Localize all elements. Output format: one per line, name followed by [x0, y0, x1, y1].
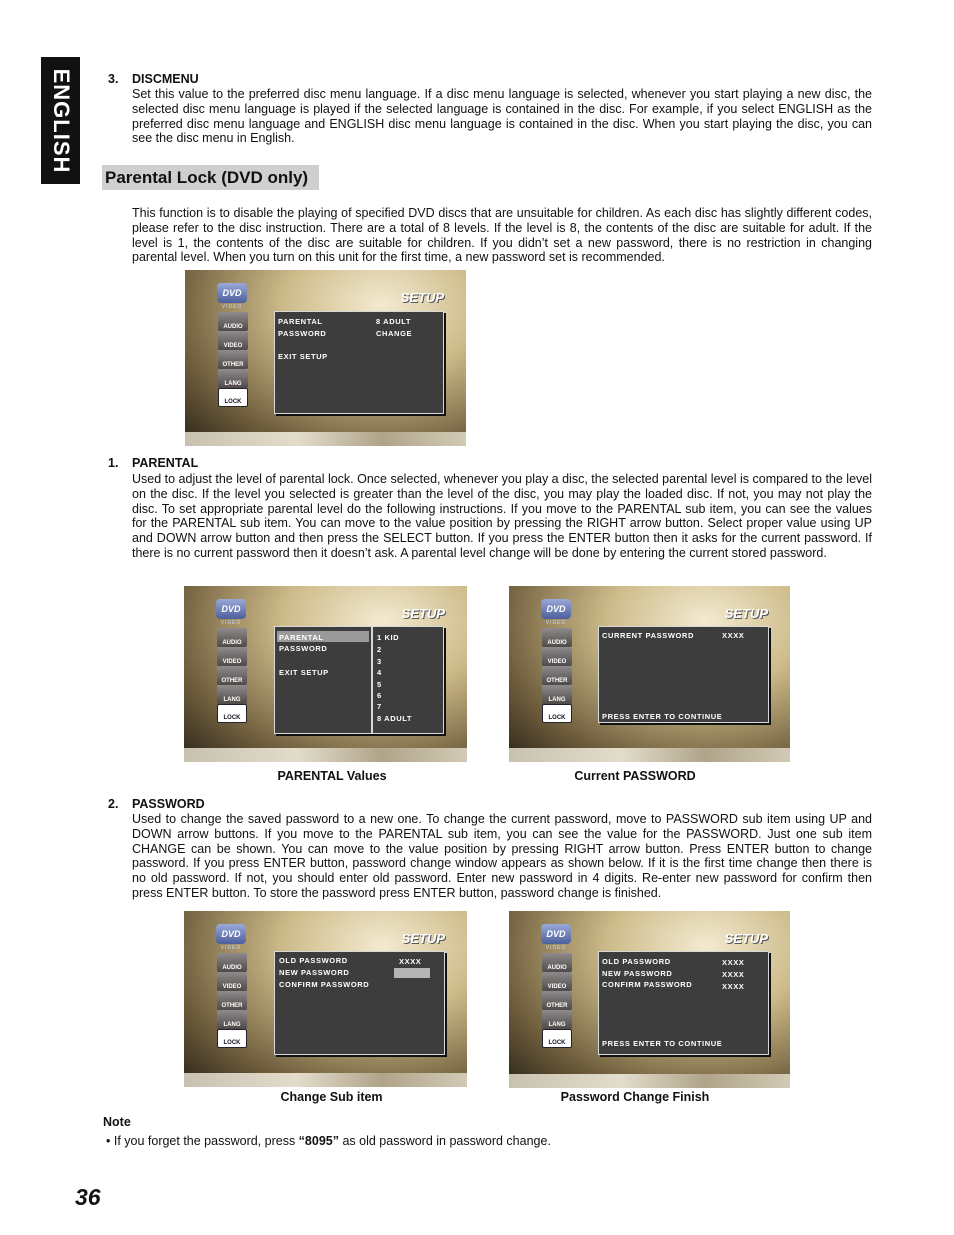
- setup-icon-column: [542, 628, 572, 723]
- dvd-logo: DVD: [216, 599, 246, 619]
- value-8: 8 ADULT: [377, 714, 413, 723]
- dvd-logo-sub: VIDEO: [220, 945, 242, 951]
- lang-icon: LANG: [542, 1010, 572, 1029]
- lang-icon: LANG: [217, 1010, 247, 1029]
- lang-icon: LANG: [217, 685, 247, 704]
- note-text: • If you forget the password, press “8095” as old password in password change.: [106, 1134, 551, 1148]
- setup-title: SETUP: [401, 931, 445, 946]
- audio-icon: AUDIO: [218, 312, 248, 331]
- audio-icon: AUDIO: [542, 628, 572, 647]
- setup-title: SETUP: [724, 606, 768, 621]
- setup-icon-column: [217, 953, 247, 1048]
- video-icon: VIDEO: [217, 647, 247, 666]
- setup-title: SETUP: [724, 931, 768, 946]
- password-value: CHANGE: [376, 329, 413, 338]
- reset-code: “8095”: [298, 1134, 339, 1148]
- lock-icon: LOCK: [217, 1029, 247, 1048]
- setup-title: SETUP: [400, 290, 444, 305]
- discmenu-number: 3.: [108, 72, 119, 86]
- password-label: PASSWORD: [278, 329, 327, 338]
- setup-icon-column: [542, 953, 572, 1048]
- lang-icon: LANG: [218, 369, 248, 388]
- current-password-caption: Current PASSWORD: [574, 769, 696, 783]
- value-2: 2: [377, 645, 382, 654]
- password-label: PASSWORD: [279, 644, 328, 653]
- password-panel: [274, 951, 445, 1055]
- lock-icon: LOCK: [542, 1029, 572, 1048]
- intro-text: This function is to disable the playing of specified DVD discs that are unsuitable for children. As each disc has slightly different codes, please refer to the disc instruction. There are a total of 8 levels. If the level is 8, the contents of the disc are suitable for adult. If the level is 1, the contents of the disc are suitable for children. If you didn’t set a new password, there is no restriction in changing parental level. When you turn on this unit for the first time, a new password set is recommended.: [132, 206, 872, 265]
- audio-icon: AUDIO: [542, 953, 572, 972]
- password-panel: [598, 951, 769, 1055]
- parental-number: 1.: [108, 456, 119, 470]
- change-sub-item-screenshot: [184, 911, 467, 1087]
- value-4: 4: [377, 668, 382, 677]
- setup-screenshot-main: [185, 270, 466, 446]
- parental-values-caption: PARENTAL Values: [277, 769, 387, 783]
- password-number: 2.: [108, 797, 119, 811]
- password-change-finish-screenshot: [509, 911, 790, 1088]
- old-password-value: XXXX: [399, 957, 422, 966]
- value-7: 7: [377, 702, 382, 711]
- password-text: Used to change the saved password to a new one. To change the current password, move to PASSWORD sub item using UP and DOWN arrow buttons. If you move to the PARENTAL sub item, you can see the value for the PASSWORD. Just one sub item CHANGE can be shown. You can move to the value position by pressing RIGHT arrow button. Press ENTER button to change password. If you press ENTER button, password change window appears as shown below. If it is the first time change then there is no old password. If not, you should enter old password. Enter new password in 4 digits. Re-enter new password for confirm then press ENTER button. To store the password press ENTER button, password change is finished.: [132, 812, 872, 900]
- old-password-value: XXXX: [722, 958, 745, 967]
- old-password-label: OLD PASSWORD: [602, 957, 671, 966]
- setup-panel: [274, 626, 444, 734]
- password-change-finish-caption: Password Change Finish: [560, 1090, 710, 1104]
- dvd-logo-sub: VIDEO: [221, 304, 243, 310]
- setup-panel: [274, 311, 444, 414]
- password-panel: [598, 626, 769, 723]
- side-tab-label: ENGLISH: [48, 68, 74, 173]
- parental-heading: PARENTAL: [132, 456, 199, 470]
- other-icon: OTHER: [542, 666, 572, 685]
- lang-icon: LANG: [542, 685, 572, 704]
- confirm-password-label: CONFIRM PASSWORD: [602, 980, 693, 989]
- language-side-tab: [41, 57, 80, 184]
- new-password-label: NEW PASSWORD: [279, 968, 350, 977]
- dvd-logo: DVD: [541, 924, 571, 944]
- new-password-value: XXXX: [722, 970, 745, 979]
- audio-icon: AUDIO: [217, 628, 247, 647]
- lock-icon: LOCK: [218, 388, 248, 407]
- new-password-entry-field: [394, 968, 430, 978]
- other-icon: OTHER: [217, 666, 247, 685]
- press-enter-label: PRESS ENTER TO CONTINUE: [602, 1039, 723, 1048]
- discmenu-heading: DISCMENU: [132, 72, 199, 86]
- other-icon: OTHER: [542, 991, 572, 1010]
- dvd-logo: DVD: [217, 283, 247, 303]
- setup-icon-column: [218, 312, 248, 407]
- video-icon: VIDEO: [218, 331, 248, 350]
- current-password-label: CURRENT PASSWORD: [602, 631, 694, 640]
- audio-icon: AUDIO: [217, 953, 247, 972]
- confirm-password-label: CONFIRM PASSWORD: [279, 980, 370, 989]
- confirm-password-value: XXXX: [722, 982, 745, 991]
- exit-setup-label: EXIT SETUP: [278, 352, 328, 361]
- dvd-logo: DVD: [216, 924, 246, 944]
- video-icon: VIDEO: [217, 972, 247, 991]
- dvd-logo-sub: VIDEO: [545, 945, 567, 951]
- new-password-label: NEW PASSWORD: [602, 969, 673, 978]
- video-icon: VIDEO: [542, 647, 572, 666]
- parental-value: 8 ADULT: [376, 317, 412, 326]
- page-number: 36: [75, 1184, 101, 1210]
- password-heading: PASSWORD: [132, 797, 205, 811]
- change-sub-item-caption: Change Sub item: [280, 1090, 383, 1104]
- other-icon: OTHER: [217, 991, 247, 1010]
- value-5: 5: [377, 680, 382, 689]
- setup-icon-column: [217, 628, 247, 723]
- discmenu-text: Set this value to the preferred disc menu language. If a disc menu language is selected, whenever you start playing a new disc, the selected disc menu language is played if the selected language is contained in the disc. For example, if you select ENGLISH as the preferred disc menu language and ENGLISH disc menu language is contained in the disc. When you start playing the disc, you can see the disc menu in English.: [132, 87, 872, 146]
- setup-title: SETUP: [401, 606, 445, 621]
- section-title: Parental Lock (DVD only): [102, 165, 319, 190]
- parental-label: PARENTAL: [278, 317, 323, 326]
- value-3: 3: [377, 657, 382, 666]
- current-password-value: XXXX: [722, 631, 745, 640]
- exit-setup-label: EXIT SETUP: [279, 668, 329, 677]
- dvd-logo-sub: VIDEO: [220, 620, 242, 626]
- value-1: 1 KID: [377, 633, 400, 642]
- value-6: 6: [377, 691, 382, 700]
- lock-icon: LOCK: [542, 704, 572, 723]
- other-icon: OTHER: [218, 350, 248, 369]
- parental-values-screenshot: [184, 586, 467, 762]
- lock-icon: LOCK: [217, 704, 247, 723]
- old-password-label: OLD PASSWORD: [279, 956, 348, 965]
- dvd-logo-sub: VIDEO: [545, 620, 567, 626]
- parental-text: Used to adjust the level of parental lock. Once selected, whenever you play a disc, the selected parental level is compared to the level on the disc. If the level you selected is greater than the level of the disc, you may play the loaded disc. If not, you may not play the disc. To set appropriate parental level do the following instructions. If you move to the PARENTAL sub item, you can see the values for the PARENTAL sub item. You can move to the value position by pressing the RIGHT arrow button. Select proper value using UP and DOWN arrow button and then press the SELECT button. If you press the ENTER button then it asks for the current password. If there is no current password then it doesn’t ask. A parental level change will be done by entering the current stored password.: [132, 472, 873, 560]
- press-enter-label: PRESS ENTER TO CONTINUE: [602, 712, 723, 721]
- video-icon: VIDEO: [542, 972, 572, 991]
- dvd-logo: DVD: [541, 599, 571, 619]
- note-title: Note: [103, 1115, 131, 1129]
- parental-label: PARENTAL: [279, 633, 324, 642]
- current-password-screenshot: [509, 586, 790, 762]
